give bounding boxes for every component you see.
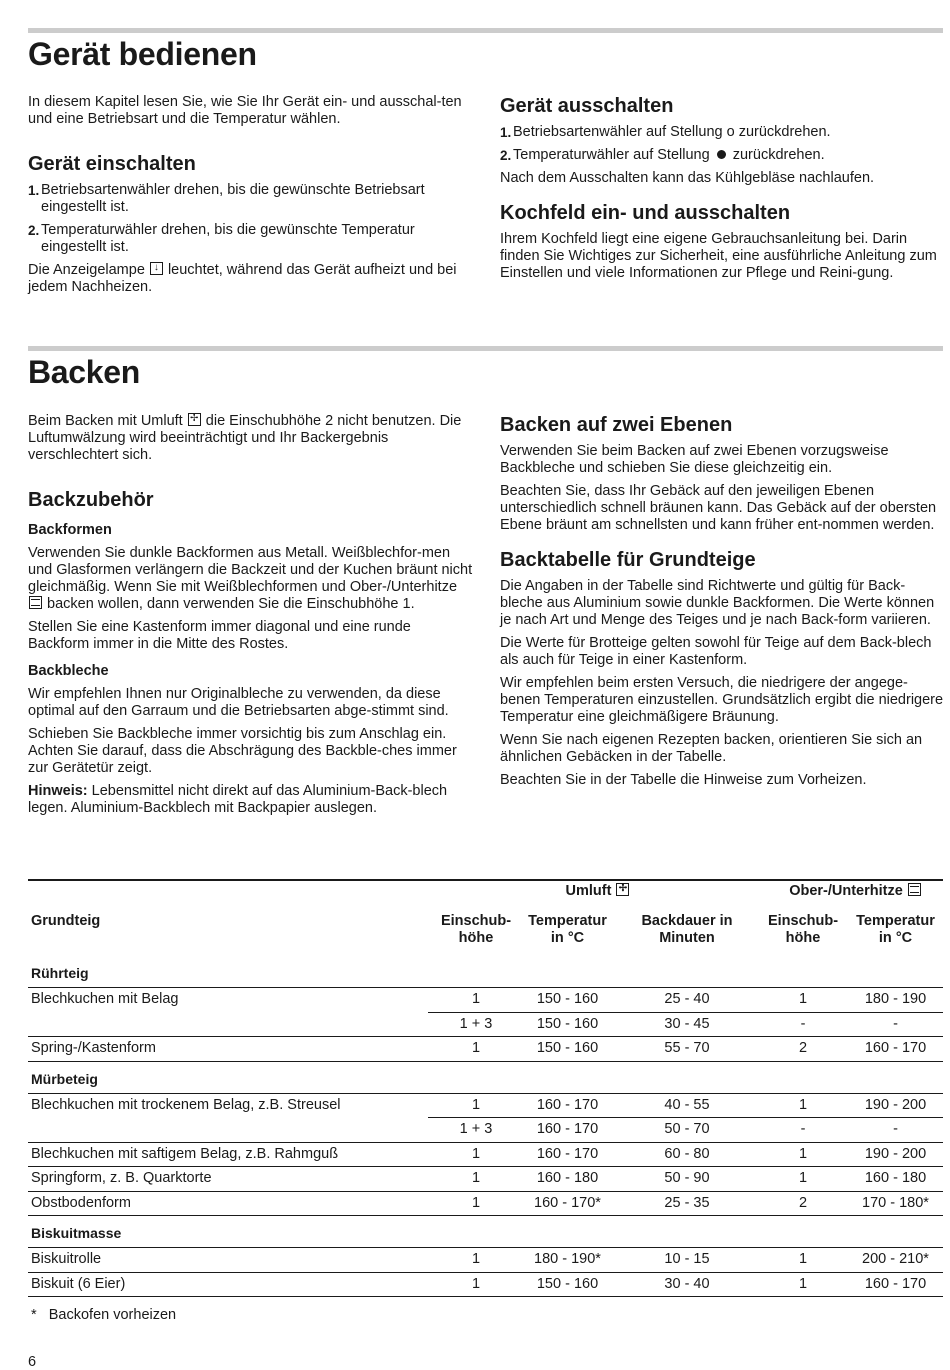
- table-row: [28, 1191, 943, 1215]
- dough-cell: Biskuit (6 Eier): [31, 1275, 126, 1292]
- off-position-icon: [717, 150, 726, 159]
- value-cell: 30 - 45: [664, 1015, 710, 1032]
- heading-accessories: Backzubehör: [28, 489, 154, 511]
- value-cell: 160 - 170: [536, 1145, 599, 1162]
- table-group-heading: Rührteig: [31, 965, 89, 981]
- value-cell: 1: [471, 1194, 481, 1211]
- table-intro-p3: Wir empfehlen beim ersten Versuch, die niedrigere der angege-benen Temperaturen einzustellen. Grundsätzlich ergibt die niedrigere Temperatur eine gleichmäßigere Bräunung.: [500, 675, 944, 725]
- table-row: [28, 987, 943, 1011]
- table-row: [28, 1012, 943, 1036]
- value-cell: 1: [798, 1096, 808, 1113]
- value-cell: 190 - 200: [864, 1096, 927, 1113]
- value-cell: 1: [471, 1145, 481, 1162]
- group-bottom-line: [28, 1296, 943, 1297]
- section-rule: [28, 346, 943, 351]
- value-cell: 55 - 70: [664, 1040, 710, 1056]
- hint-paragraph: Hinweis: Lebensmittel nicht direkt auf das Aluminium-Back-blech legen. Aluminium-Backblech mit Backpapier auslegen.: [28, 783, 448, 816]
- value-cell: 180 - 190: [864, 991, 927, 1007]
- value-cell: 1: [798, 1170, 808, 1186]
- heading-table-intro: Backtabelle für Grundteige: [500, 549, 756, 571]
- list-item: 1. Betriebsartenwähler auf Stellung o zurückdrehen.: [500, 124, 831, 140]
- col-header-duration: Backdauer in Minuten: [641, 913, 733, 946]
- section-title: Backen: [28, 354, 141, 390]
- list-item: 1. Betriebsartenwähler drehen, bis die gewünschte Betriebsart eingestellt ist.: [28, 182, 425, 215]
- value-cell: 2: [798, 1194, 808, 1211]
- value-cell: 10 - 15: [664, 1251, 710, 1267]
- forms-paragraph-2: Stellen Sie eine Kastenform immer diagonal und eine runde Backform immer in die Mitte des Rostes.: [28, 619, 411, 652]
- value-cell: 1: [471, 1096, 481, 1113]
- value-cell: 160 - 180: [536, 1170, 599, 1186]
- value-cell: 1 + 3: [459, 1015, 493, 1032]
- top-bottom-heat-icon: [908, 883, 921, 896]
- group-bottom-line: [28, 1061, 943, 1062]
- two-levels-p1: Verwenden Sie beim Backen auf zwei Ebenen vorzugsweise Backbleche und schieben Sie diese gleichzeitig ein.: [500, 443, 889, 476]
- right-column-2: [500, 413, 945, 795]
- value-cell: 200 - 210*: [862, 1251, 929, 1267]
- top-bottom-heat-icon: [29, 596, 42, 609]
- heading-baking-sheets: Backbleche: [28, 663, 109, 679]
- list-item: 2. Temperaturwähler auf Stellung zurückdrehen.: [500, 147, 825, 163]
- value-cell: 25 - 35: [664, 1194, 710, 1211]
- sheets-paragraph: Wir empfehlen Ihnen nur Originalbleche zu verwenden, da diese optimal auf den Garraum und die Betriebsarten abge-stimmt sind.: [28, 686, 449, 719]
- value-cell: 160 - 170: [536, 1096, 599, 1113]
- table-intro-p1: Die Angaben in der Tabelle sind Richtwerte und gültig für Back-bleche aus Aluminium sowie dunkle Backformen. Die Werte können je nach Art und Menge des Teiges und je nach Back-form variieren.: [500, 578, 935, 628]
- indicator-note: Die Anzeigelampe ↓ leuchtet, während das Gerät aufheizt und bei jedem Nachheizen.: [28, 262, 473, 296]
- value-cell: 25 - 40: [664, 991, 710, 1007]
- dough-cell: Blechkuchen mit trockenem Belag, z.B. Streusel: [31, 1096, 341, 1113]
- value-cell: 50 - 90: [664, 1170, 710, 1186]
- value-cell: 160 - 170: [864, 1275, 927, 1292]
- forms-paragraph: Verwenden Sie dunkle Backformen aus Metall. Weißblechfor-men und Glasformen verlängern die Backzeit und der Kuchen bräunt nicht gleichmäßig. Wenn Sie mit Weißblechformen und Ober-/Unterhitze backen wollen, dann verwenden Sie die Einschubhöhe 1.: [28, 545, 473, 612]
- value-cell: 2: [798, 1040, 808, 1056]
- left-column-1: [28, 94, 473, 302]
- col-header-temp-umluft: Temperatur in °C: [528, 913, 607, 946]
- value-cell: 1: [471, 1251, 481, 1267]
- value-cell: 180 - 190*: [534, 1251, 601, 1267]
- value-cell: 160 - 170: [864, 1040, 927, 1056]
- value-cell: 160 - 180: [864, 1170, 927, 1186]
- fan-note: Nach dem Ausschalten kann das Kühlgebläse nachlaufen.: [500, 170, 875, 186]
- value-cell: 1: [798, 991, 808, 1007]
- heading-cooktop: Kochfeld ein- und ausschalten: [500, 202, 791, 224]
- section-rule: [28, 28, 943, 33]
- value-cell: -: [893, 1121, 898, 1137]
- table-row: [28, 1166, 943, 1190]
- page-number: 6: [28, 1354, 37, 1370]
- dough-cell: Obstbodenform: [31, 1194, 131, 1211]
- value-cell: 170 - 180*: [862, 1194, 929, 1211]
- indicator-lamp-icon: [150, 262, 163, 275]
- value-cell: 150 - 160: [536, 1040, 599, 1056]
- col-header-level-umluft: Einschub-höhe: [440, 913, 512, 946]
- switch-off-steps: [500, 124, 945, 164]
- right-column-1: [500, 94, 945, 288]
- fan-icon: [188, 413, 201, 426]
- table-row: [28, 1117, 943, 1141]
- intro-text: In diesem Kapitel lesen Sie, wie Sie Ihr Gerät ein- und ausschal-ten und eine Betriebsart und die Temperatur wählen.: [28, 94, 462, 127]
- switch-on-steps: [28, 182, 473, 256]
- value-cell: -: [800, 1015, 806, 1032]
- table-row: [28, 1247, 943, 1271]
- heading-two-levels: Backen auf zwei Ebenen: [500, 414, 733, 436]
- value-cell: 1: [471, 1275, 481, 1292]
- left-column-2: [28, 413, 473, 823]
- table-intro-p4: Wenn Sie nach eigenen Rezepten backen, orientieren Sie sich an ähnlichen Gebäcken in der Tabelle.: [500, 732, 923, 765]
- col-header-dough: Grundteig: [31, 913, 101, 929]
- value-cell: 50 - 70: [664, 1121, 710, 1137]
- cooktop-text: Ihrem Kochfeld liegt eine eigene Gebrauchsanleitung bei. Darin finden Sie Wichtiges zur Sicherheit, eine ausführliche Anleitung zum Einstellen und viele Informationen zur Pflege und Reini-gung.: [500, 231, 937, 281]
- group-header-top-bottom: Ober-/Unterhitze: [768, 883, 943, 900]
- value-cell: 1: [798, 1275, 808, 1292]
- value-cell: 60 - 80: [664, 1145, 710, 1162]
- table-group-heading: Mürbeteig: [31, 1070, 98, 1087]
- table-group-heading: Biskuitmasse: [31, 1225, 122, 1241]
- value-cell: 1: [798, 1145, 808, 1162]
- dough-cell: Biskuitrolle: [31, 1251, 102, 1267]
- value-cell: 150 - 160: [536, 991, 599, 1007]
- value-cell: 1: [471, 1170, 481, 1186]
- group-bottom-line: [28, 1215, 943, 1216]
- baking-intro: Beim Backen mit Umluft ✢ die Einschubhöhe 2 nicht benutzen. Die Luftumwälzung wird beeinträchtigt und Ihr Backergebnis verschlechtert sich.: [28, 413, 473, 464]
- value-cell: 40 - 55: [664, 1096, 710, 1113]
- value-cell: 190 - 200: [864, 1145, 927, 1162]
- value-cell: 1 + 3: [459, 1121, 493, 1137]
- heading-baking-forms: Backformen: [28, 522, 112, 538]
- value-cell: -: [893, 1015, 898, 1032]
- value-cell: 150 - 160: [536, 1275, 599, 1292]
- fan-icon: [616, 883, 629, 896]
- list-item: 2. Temperaturwähler drehen, bis die gewünschte Temperatur eingestellt ist.: [28, 222, 415, 255]
- value-cell: 1: [798, 1251, 808, 1267]
- dough-cell: Springform, z. B. Quarktorte: [31, 1170, 212, 1186]
- two-levels-p2: Beachten Sie, dass Ihr Gebäck auf den jeweiligen Ebenen unterschiedlich schnell bräunen kann. Das Gebäck auf der obersten Ebene bräunt am schnellsten und kann früher ent-nommen werden.: [500, 483, 937, 533]
- sheets-paragraph-2: Schieben Sie Backbleche immer vorsichtig bis zum Anschlag ein. Achten Sie darauf, dass die Abschrägung des Backble-ches immer zur Gerätetür zeigt.: [28, 726, 457, 776]
- value-cell: 30 - 40: [664, 1275, 710, 1292]
- value-cell: 160 - 170: [536, 1121, 599, 1137]
- page-title: Gerät bedienen: [28, 36, 257, 72]
- table-row: [28, 1093, 943, 1117]
- value-cell: 1: [471, 1040, 481, 1056]
- col-header-temp-top-bottom: Temperatur in °C: [856, 913, 935, 946]
- value-cell: 1: [471, 991, 481, 1007]
- table-intro-p2: Die Werte für Brotteige gelten sowohl für Teige auf dem Back-blech als auch für Teige in einer Kastenform.: [500, 635, 932, 668]
- table-row: [28, 1272, 943, 1296]
- dough-cell: Blechkuchen mit saftigem Belag, z.B. Rahmguß: [31, 1145, 339, 1162]
- table-row: [28, 1142, 943, 1166]
- col-header-level-top-bottom: Einschub-höhe: [767, 913, 839, 946]
- table-intro-p5: Beachten Sie in der Tabelle die Hinweise zum Vorheizen.: [500, 772, 867, 788]
- heading-switch-off: Gerät ausschalten: [500, 95, 674, 117]
- value-cell: -: [800, 1121, 806, 1137]
- table-row: [28, 1036, 943, 1060]
- value-cell: 150 - 160: [536, 1015, 599, 1032]
- value-cell: 160 - 170*: [534, 1194, 601, 1211]
- heading-switch-on: Gerät einschalten: [28, 153, 196, 175]
- table-top-line: [28, 879, 943, 881]
- dough-cell: Spring-/Kastenform: [31, 1040, 156, 1056]
- footnote: * Backofen vorheizen: [31, 1307, 177, 1323]
- group-header-umluft: Umluft ✢: [433, 883, 763, 900]
- dough-cell: Blechkuchen mit Belag: [31, 991, 179, 1007]
